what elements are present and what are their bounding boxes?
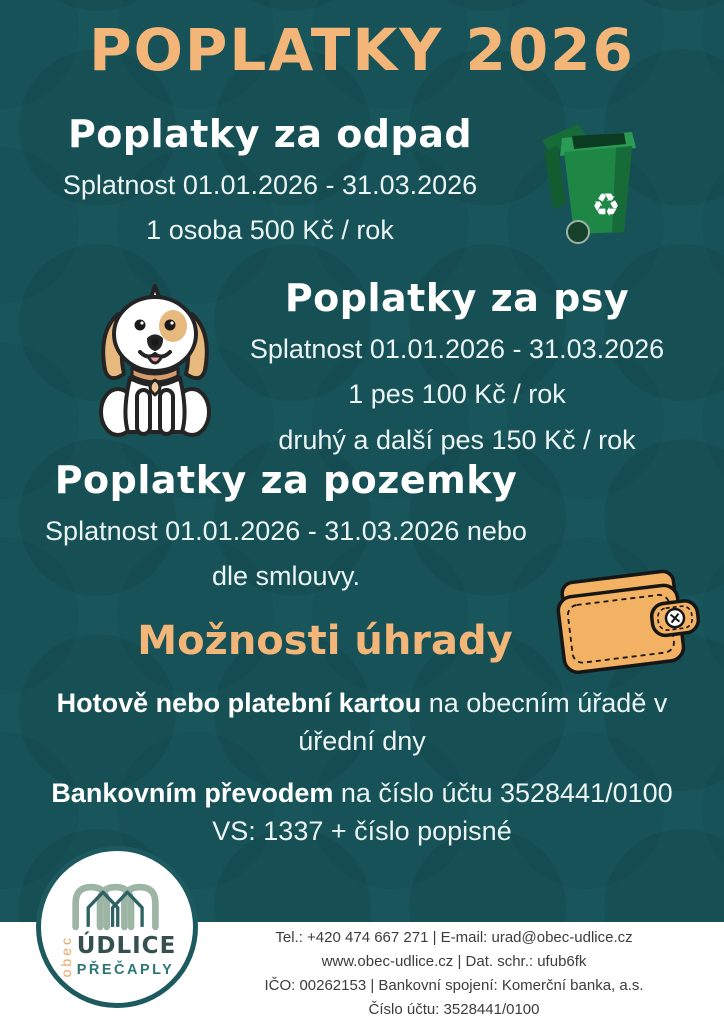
section-dog-due: Splatnost 01.01.2026 - 31.03.2026: [249, 334, 665, 364]
arches-icon: [69, 876, 165, 932]
section-waste-due: Splatnost 01.01.2026 - 31.03.2026: [62, 170, 478, 200]
section-land-due2: dle smlouvy.: [211, 561, 361, 592]
payment-cash-bold: Hotově nebo platební kartou: [56, 688, 422, 718]
section-waste-title: Poplatky za odpad: [67, 112, 473, 156]
logo-obec-label: obec: [57, 934, 74, 978]
payment-method-bank: [30, 774, 694, 850]
payment-method-cash: [30, 684, 694, 760]
footer-contact: [192, 926, 716, 1022]
footer-line-account: Číslo účtu: 3528441/0100: [368, 1001, 540, 1018]
dog-icon: [80, 262, 230, 452]
payment-bank-vs: VS: 1337 + číslo popisné: [212, 816, 512, 846]
section-dog-title: Poplatky za psy: [284, 276, 630, 320]
section-land-title: Poplatky za pozemky: [54, 458, 518, 502]
trash-bin-icon: [528, 104, 658, 244]
payment-options-title: Možnosti úhrady: [137, 618, 513, 664]
section-dog-fees: [192, 276, 722, 456]
logo-municipality-subname: PŘEČAPLY: [76, 961, 175, 978]
logo-text: [58, 934, 177, 977]
payment-bank-rest: na číslo účtu 3528441/0100: [333, 778, 673, 808]
footer-line-ico-bank: IČO: 00262153 | Bankovní spojení: Komerční banka, a.s.: [264, 977, 644, 994]
section-land-due: Splatnost 01.01.2026 - 31.03.2026 nebo: [45, 516, 527, 546]
recycle-symbol: ♻: [591, 187, 621, 223]
footer-line-web-databox: www.obec-udlice.cz | Dat. schr.: ufub6fk: [321, 953, 587, 970]
municipality-logo: [36, 846, 198, 1008]
section-waste-price: 1 osoba 500 Kč / rok: [146, 215, 394, 246]
section-land-fees: [0, 458, 572, 593]
logo-municipality-name: ÚDLICE: [76, 933, 177, 960]
poster-title: POPLATKY 2026: [89, 16, 635, 84]
section-waste-fees: [0, 112, 540, 247]
section-dog-price2: druhý a další pes 150 Kč / rok: [278, 424, 636, 455]
section-dog-price1: 1 pes 100 Kč / rok: [348, 379, 566, 410]
payment-bank-bold: Bankovním převodem: [51, 778, 334, 808]
payment-cash-rest: na obecním úřadě v úřední dny: [298, 688, 668, 756]
footer-line-phone-email: Tel.: +420 474 667 271 | E-mail: urad@obec-udlice.cz: [275, 929, 633, 946]
